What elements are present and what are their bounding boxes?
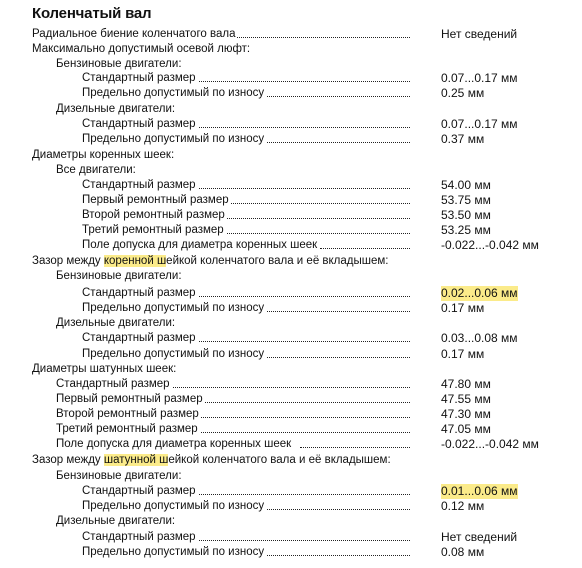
leader-dots bbox=[220, 203, 410, 204]
spec-label: Предельно допустимый по износу bbox=[82, 87, 265, 99]
leader-dots bbox=[220, 233, 410, 234]
subgroup-label: Бензиновые двигатели: bbox=[56, 58, 182, 70]
spec-value: 53.25 мм bbox=[441, 223, 491, 237]
spec-row bbox=[0, 117, 582, 133]
spec-row-radial-runout bbox=[0, 27, 582, 43]
spec-value: -0.022...-0.042 мм bbox=[441, 437, 539, 451]
spec-value: 0.25 мм bbox=[441, 86, 485, 100]
leader-dots bbox=[190, 417, 410, 418]
spec-row bbox=[0, 377, 582, 393]
group-header-axial-play bbox=[0, 42, 582, 58]
leader-dots bbox=[260, 509, 410, 510]
spec-row bbox=[0, 301, 582, 317]
spec-value: 53.75 мм bbox=[441, 193, 491, 207]
group-header-rod-journals bbox=[0, 362, 582, 378]
spec-value: 47.05 мм bbox=[441, 422, 491, 436]
leader-dots bbox=[260, 142, 410, 143]
spec-value: 0.12 мм bbox=[441, 499, 485, 513]
highlighted-text: шатунной ш bbox=[103, 454, 169, 466]
spec-row bbox=[0, 347, 582, 363]
spec-label: Предельно допустимый по износу bbox=[82, 302, 265, 314]
spec-row bbox=[0, 407, 582, 423]
leader-dots bbox=[220, 218, 410, 219]
spec-label: Стандартный размер bbox=[82, 118, 196, 130]
spec-label: Третий ремонтный размер bbox=[56, 423, 198, 435]
spec-value: 53.50 мм bbox=[441, 208, 491, 222]
group-label: Диаметры шатунных шеек: bbox=[32, 363, 177, 375]
spec-value: 0.03...0.08 мм bbox=[441, 331, 518, 345]
subgroup-header-diesel bbox=[0, 514, 582, 530]
spec-label: Стандартный размер bbox=[82, 531, 196, 543]
spec-value: 0.17 мм bbox=[441, 301, 485, 315]
spec-row bbox=[0, 331, 582, 347]
spec-value: Нет сведений bbox=[441, 530, 518, 544]
spec-label: Первый ремонтный размер bbox=[56, 393, 203, 405]
subgroup-header-petrol bbox=[0, 269, 582, 285]
spec-row bbox=[0, 484, 582, 500]
section-title: Коленчатый вал bbox=[32, 5, 152, 22]
spec-value: 47.30 мм bbox=[441, 407, 491, 421]
leader-dots bbox=[190, 402, 410, 403]
spec-label: Предельно допустимый по износу bbox=[82, 546, 265, 558]
spec-value: 0.07...0.17 мм bbox=[441, 71, 518, 85]
spec-label: Стандартный размер bbox=[82, 332, 196, 344]
group-label: Зазор между шатунной шейкой коленчатого вала и её вкладышем: bbox=[32, 454, 391, 466]
spec-row bbox=[0, 208, 582, 224]
spec-label: Поле допуска для диаметра коренных шеек bbox=[82, 239, 318, 251]
subgroup-label: Бензиновые двигатели: bbox=[56, 470, 182, 482]
spec-label: Стандартный размер bbox=[56, 378, 170, 390]
spec-row bbox=[0, 238, 582, 254]
leader-dots bbox=[260, 96, 410, 97]
subgroup-header-petrol bbox=[0, 469, 582, 485]
leader-dots bbox=[190, 81, 410, 82]
leader-dots bbox=[260, 555, 410, 556]
spec-value-highlighted: 0.01...0.06 мм bbox=[441, 484, 518, 498]
spec-label: Стандартный размер bbox=[82, 179, 196, 191]
leader-dots bbox=[190, 432, 410, 433]
subgroup-header-all-engines bbox=[0, 163, 582, 179]
spec-label: Третий ремонтный размер bbox=[82, 224, 224, 236]
subgroup-header-diesel bbox=[0, 102, 582, 118]
leader-dots bbox=[320, 248, 410, 249]
spec-value: 0.07...0.17 мм bbox=[441, 117, 518, 131]
subgroup-label: Дизельные двигатели: bbox=[56, 103, 176, 115]
leader-dots bbox=[190, 540, 410, 541]
spec-label: Поле допуска для диаметра коренных шеек bbox=[56, 438, 292, 450]
subgroup-label: Дизельные двигатели: bbox=[56, 515, 176, 527]
group-header-main-clearance bbox=[0, 254, 582, 270]
group-label: Максимально допустимый осевой люфт: bbox=[32, 43, 251, 55]
spec-row bbox=[0, 286, 582, 302]
leader-dots bbox=[190, 127, 410, 128]
spec-row bbox=[0, 178, 582, 194]
spec-value: 47.80 мм bbox=[441, 377, 491, 391]
leader-dots bbox=[260, 311, 410, 312]
spec-label: Стандартный размер bbox=[82, 72, 196, 84]
subgroup-label: Все двигатели: bbox=[56, 164, 136, 176]
group-label: Диаметры коренных шеек: bbox=[32, 149, 175, 161]
spec-value-highlighted: 0.02...0.06 мм bbox=[441, 286, 518, 300]
spec-label: Второй ремонтный размер bbox=[56, 408, 199, 420]
highlighted-text: коренной ш bbox=[103, 255, 167, 267]
spec-label: Предельно допустимый по износу bbox=[82, 500, 265, 512]
spec-label: Стандартный размер bbox=[82, 287, 196, 299]
leader-dots bbox=[190, 296, 410, 297]
spec-row bbox=[0, 499, 582, 515]
spec-label: Радиальное биение коленчатого вала bbox=[32, 28, 236, 40]
spec-label: Второй ремонтный размер bbox=[82, 209, 225, 221]
group-label: Зазор между коренной шейкой коленчатого вала и её вкладышем: bbox=[32, 255, 389, 267]
leader-dots bbox=[190, 494, 410, 495]
spec-value: 0.37 мм bbox=[441, 132, 485, 146]
spec-value: -0.022...-0.042 мм bbox=[441, 238, 539, 252]
subgroup-header-diesel bbox=[0, 316, 582, 332]
spec-label: Стандартный размер bbox=[82, 485, 196, 497]
leader-dots bbox=[165, 387, 410, 388]
spec-label: Первый ремонтный размер bbox=[82, 194, 229, 206]
spec-row bbox=[0, 223, 582, 239]
spec-value: 47.55 мм bbox=[441, 392, 491, 406]
spec-row bbox=[0, 422, 582, 438]
spec-label: Предельно допустимый по износу bbox=[82, 348, 265, 360]
spec-row bbox=[0, 132, 582, 148]
leader-dots bbox=[260, 357, 410, 358]
spec-row bbox=[0, 437, 582, 453]
spec-value: 0.08 мм bbox=[441, 545, 485, 559]
spec-value: 54.00 мм bbox=[441, 178, 491, 192]
subgroup-label: Дизельные двигатели: bbox=[56, 317, 176, 329]
spec-row bbox=[0, 530, 582, 546]
leader-dots bbox=[190, 341, 410, 342]
leader-dots bbox=[190, 188, 410, 189]
spec-row bbox=[0, 392, 582, 408]
spec-row bbox=[0, 71, 582, 87]
spec-row bbox=[0, 193, 582, 209]
spec-label: Предельно допустимый по износу bbox=[82, 133, 265, 145]
spec-value: Нет сведений bbox=[441, 27, 518, 41]
spec-value: 0.17 мм bbox=[441, 347, 485, 361]
group-header-main-journals bbox=[0, 148, 582, 164]
spec-row bbox=[0, 86, 582, 102]
subgroup-label: Бензиновые двигатели: bbox=[56, 270, 182, 282]
leader-dots bbox=[300, 447, 410, 448]
spec-row bbox=[0, 545, 582, 561]
group-header-rod-clearance bbox=[0, 453, 582, 469]
